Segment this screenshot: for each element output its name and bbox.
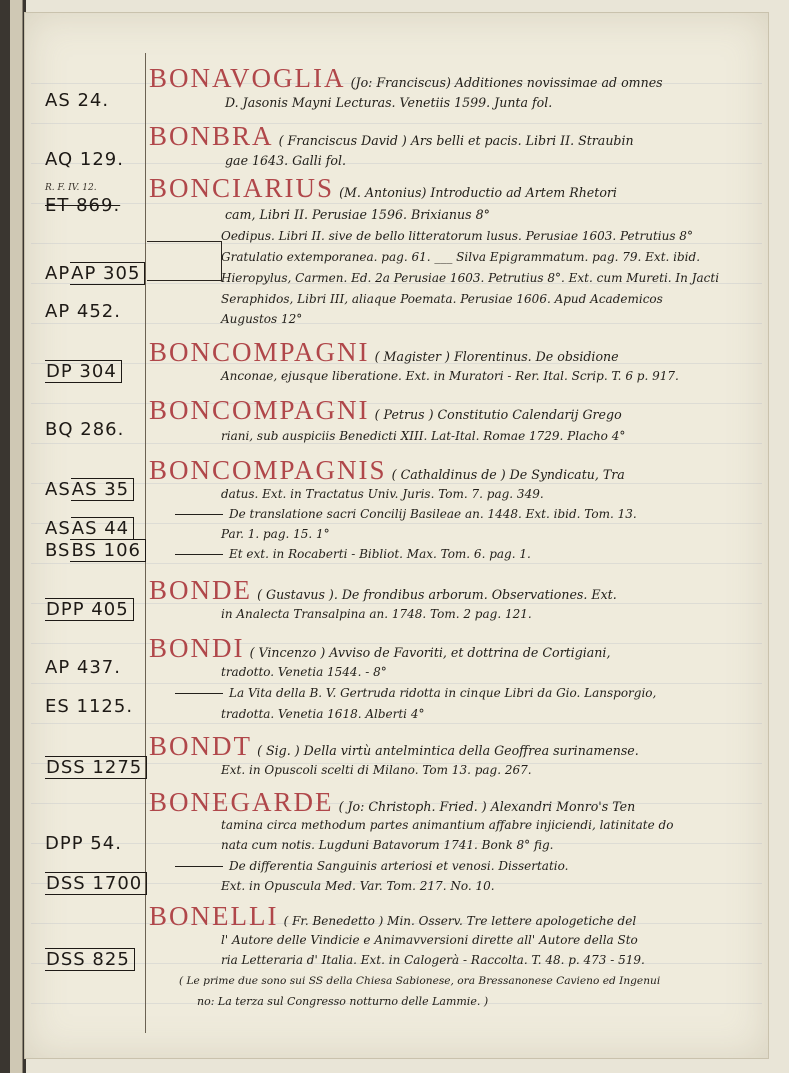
- shelfmark-boxed: AS 35: [71, 478, 134, 501]
- shelfmark: [45, 873, 149, 894]
- shelfmark: BQ 286.: [45, 419, 125, 440]
- entry-text: Ext. in Opuscula Med. Var. Tom. 217. No. 10.: [221, 879, 495, 893]
- entry-text: Oedipus. Libri II. sive de bello litteratorum lusus. Perusiae 1603. Petrutius 8°: [221, 229, 693, 243]
- entry-text: tradotta. Venetia 1618. Alberti 4°: [221, 707, 425, 721]
- entry-text: (M. Antonius) Introductio ad Artem Rhetori: [339, 185, 617, 200]
- headword: BONELLI: [149, 901, 279, 931]
- shelfmark-boxed: AS 44: [71, 517, 134, 540]
- entry-heading: [149, 395, 622, 426]
- entry-text: Ext. in Opuscoli scelti di Milano. Tom 13. pag. 267.: [221, 763, 532, 777]
- shelfmark: [45, 949, 149, 970]
- entry-note: no: La terza sul Congresso notturno delle Lammie. ): [197, 995, 489, 1008]
- entry-text: ( Fr. Benedetto ) Min. Osserv. Tre lettere apologetiche del: [283, 914, 637, 928]
- entry-text: Gratulatio extemporanea. pag. 61. ___ Silva Epigrammatum. pag. 79. Ext. ibid.: [221, 250, 701, 264]
- entry-text: ria Letteraria d' Italia. Ext. in Calogerà - Raccolta. T. 48. p. 473 - 519.: [221, 953, 645, 967]
- shelfmark-boxed: DP 304: [45, 360, 122, 383]
- shelfmark-boxed: DSS 825: [45, 948, 135, 971]
- entry-heading: [149, 121, 634, 152]
- headword: BONCIARIUS: [149, 173, 335, 203]
- entry-heading: [149, 63, 663, 94]
- catalogue-page: [24, 12, 769, 1059]
- entry-text: l' Autore delle Vindicie e Animavversioni dirette all' Autore della Sto: [221, 933, 638, 947]
- entry-text: ( Sig. ) Della virtù antelmintica della Geoffrea surinamense.: [257, 743, 639, 758]
- shelfmark: [45, 757, 149, 778]
- bracket-mark: [147, 241, 222, 281]
- entry-text: Seraphidos, Libri III, aliaque Poemata. Perusiae 1606. Apud Academicos: [221, 292, 663, 306]
- shelfmark: ASAS 35: [45, 479, 149, 500]
- headword: BONDI: [149, 633, 245, 663]
- page-edge: [10, 0, 23, 1073]
- entry-heading: [149, 575, 617, 606]
- shelfmark-note: R. F. IV. 12.: [45, 183, 97, 193]
- shelfmark: APAP 305: [45, 263, 149, 284]
- entry-text: ( Vincenzo ) Avviso de Favoriti, et dottrina de Cortigiani,: [249, 645, 611, 660]
- entry-text: De differentia Sanguinis arteriosi et venosi. Dissertatio.: [175, 859, 568, 873]
- entry-text: tamina circa methodum partes animantium affabre injiciendi, latinitate do: [221, 818, 674, 832]
- entry-heading: [149, 455, 625, 486]
- shelfmark-boxed: BS 106: [70, 539, 146, 562]
- headword: BONCOMPAGNI: [149, 395, 370, 425]
- shelfmark: BSBS 106: [45, 540, 149, 561]
- shelfmark-boxed: DPP 405: [45, 598, 134, 621]
- entry-text: ( Magister ) Florentinus. De obsidione: [374, 349, 619, 364]
- headword: BONEGARDE: [149, 787, 334, 817]
- headword: BONDE: [149, 575, 252, 605]
- entry-text: nata cum notis. Lugduni Batavorum 1741. Bonk 8° fig.: [221, 838, 554, 852]
- entry-heading: [149, 173, 617, 204]
- entry-text: Hieropylus, Carmen. Ed. 2a Perusiae 1603. Petrutius 8°. Ext. cum Mureti. In Jacti: [221, 271, 720, 285]
- entry-text: D. Jasonis Mayni Lecturas. Venetiis 1599. Junta fol.: [225, 95, 553, 110]
- shelfmark: AQ 129.: [45, 149, 124, 170]
- entry-text: riani, sub auspiciis Benedicti XIII. Lat-Ital. Romae 1729. Placho 4°: [221, 429, 626, 443]
- entry-text: ( Petrus ) Constitutio Calendarij Grego: [374, 407, 622, 422]
- shelfmark: [45, 599, 149, 620]
- entry-text: ( Cathaldinus de ) De Syndicatu, Tra: [391, 467, 625, 482]
- entry-text: gae 1643. Galli fol.: [225, 153, 347, 168]
- entry-text: (Jo: Franciscus) Additiones novissimae ad omnes: [350, 75, 663, 90]
- entry-text: La Vita della B. V. Gertruda ridotta in cinque Libri da Gio. Lansporgio,: [175, 686, 656, 700]
- entry-text: tradotto. Venetia 1544. - 8°: [221, 665, 387, 679]
- entry-text: ( Gustavus ). De frondibus arborum. Observationes. Ext.: [257, 587, 617, 602]
- shelfmark-boxed: DSS 1700: [45, 872, 147, 895]
- shelfmark: AP 437.: [45, 657, 121, 678]
- entry-text: datus. Ext. in Tractatus Univ. Juris. Tom. 7. pag. 349.: [221, 487, 544, 501]
- entry-text: Par. 1. pag. 15. 1°: [221, 527, 330, 541]
- entry-note: ( Le prime due sono sui SS della Chiesa Sabionese, ora Bressanonese Cavieno ed Ingenui: [179, 975, 661, 987]
- shelfmark: [45, 361, 149, 382]
- shelfmark-boxed: AP 305: [70, 262, 145, 285]
- entry-text: cam, Libri II. Perusiae 1596. Brixianus 8°: [225, 207, 490, 222]
- entry-text: Et ext. in Rocaberti - Bibliot. Max. Tom. 6. pag. 1.: [175, 547, 531, 561]
- entry-text: Anconae, ejusque liberatione. Ext. in Muratori - Rer. Ital. Scrip. T. 6 p. 917.: [221, 369, 679, 383]
- headword: BONAVOGLIA: [149, 63, 346, 93]
- shelfmark: DPP 54.: [45, 833, 122, 854]
- entry-heading: [149, 731, 639, 762]
- shelfmark-boxed: DSS 1275: [45, 756, 147, 779]
- shelfmark: AP 452.: [45, 301, 121, 322]
- entry-text: De translatione sacri Concilij Basileae an. 1448. Ext. ibid. Tom. 13.: [175, 507, 637, 521]
- entry-text: ( Jo: Christoph. Fried. ) Alexandri Monro's Ten: [338, 799, 636, 814]
- entry-heading: [149, 337, 619, 368]
- entry-text: ( Franciscus David ) Ars belli et pacis. Libri II. Straubin: [278, 133, 634, 148]
- shelfmark: ASAS 44: [45, 518, 149, 539]
- headword: BONBRA: [149, 121, 274, 151]
- shelfmark: AS 24.: [45, 90, 110, 111]
- headword: BONCOMPAGNI: [149, 337, 370, 367]
- entry-heading: [149, 633, 610, 664]
- shelfmark-struck: ET 869.: [45, 195, 121, 216]
- entry-heading: [149, 787, 635, 818]
- headword: BONDT: [149, 731, 252, 761]
- headword: BONCOMPAGNIS: [149, 455, 387, 485]
- shelfmark: ES 1125.: [45, 696, 134, 717]
- entry-heading: [149, 901, 636, 932]
- entry-text: Augustos 12°: [221, 312, 303, 326]
- entry-text: in Analecta Transalpina an. 1748. Tom. 2 pag. 121.: [221, 607, 532, 621]
